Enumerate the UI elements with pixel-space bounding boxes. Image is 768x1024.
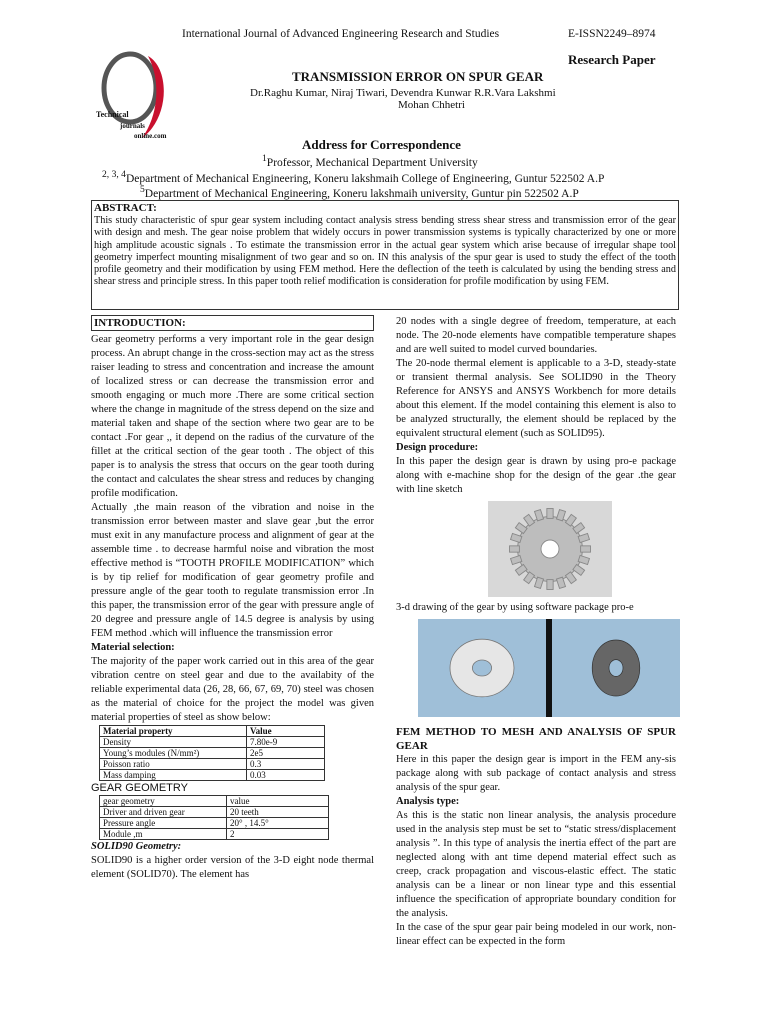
table-header: Material property	[100, 726, 247, 737]
issn: E-ISSN2249–8974	[568, 28, 656, 40]
affiliation-1: $^1$Professor, Mechanical Department University	[262, 153, 478, 169]
solid90-text: SOLID90 is a higher order version of the 3-D eight node thermal element (SOLID70). The element has	[91, 855, 374, 880]
table-row: Pressure angle 20° , 14.5°	[100, 818, 329, 829]
intro-paragraph-1: Gear geometry performs a very important role in the gear design process. An abrupt change in the cross-section may act as the stress raiser leading to stress and concentration and increase the amount of localized stress or can decrease the transmission error and smooth engaging or much more .There are some critical section where the change in magnitude of the stress depend on the size and material taken and shape of the section where two gear are to be contact .For gear ,, it depend on the radius of the curvature of the fillet at the critical section of the gear tooth . The object of this paper is to analysis the stress that occurs on the gear tooth during the contact and calculates the shear stress and reduces by changing profile modification.	[91, 334, 374, 499]
analysis-heading: Analysis type:	[396, 796, 460, 807]
affiliation-2: $^{2, 3, 4}$Department of Mechanical Engineering, Koneru lakshmaih College of Engineering, Guntur 522502 A.P	[102, 169, 605, 185]
gear-3d-image	[418, 619, 680, 717]
table-header: Value	[247, 726, 325, 737]
abstract-text: This study characteristic of spur gear system including contact analysis stress bending stress shear stress and transmission error of the gear with design and mesh. The gear noise problem that widely occurs in power transmission systems is typically characterized by one or more high amplitude acoustic signals . To estimate the transmission error in the actual gear system which arise because of irregular shape tool geometry imperfect mounting misalignment of two gear and so on. IN this analysis of the spur gear is used to study the effect of the tooth profile geometry and their modification by using FEM method. Here the deflection of the teeth is calculated by using the bending stress and shear stress and principle stress. In this paper tooth relief modification is consideration for profile modification by using FEM.	[94, 215, 676, 288]
gear-tooth	[534, 510, 543, 521]
table-row: Density 7.80e-9	[100, 737, 325, 748]
gear-geometry-heading: GEAR GEOMETRY	[91, 782, 188, 794]
material-text: The majority of the paper work carried out in this area of the gear vibration centre on steel gear and due to the availabity of the reliable experimental data (26, 28, 66, 67, 69, 70) steel was chosen as the material of choice for the project the model was given material properties of steel as show below:	[91, 656, 374, 723]
gear-3d-icon	[581, 628, 651, 708]
journal-name: International Journal of Advanced Engineering Research and Studies	[182, 28, 500, 40]
table-row: Poisson ratio 0.3	[100, 759, 325, 770]
authors-line-1: Dr.Raghu Kumar, Niraj Tiwari, Devendra Kunwar R.R.Vara Lakshmi	[250, 87, 556, 99]
fem-heading: FEM METHOD TO MESH AND ANALYSIS OF SPUR GEAR	[396, 726, 676, 752]
right-paragraph-2: The 20-node thermal element is applicable to a 3-D, steady-state or transient thermal analysis. See SOLID90 in the Theory Reference for ANSYS and ANSYS Workbench for more details about this element. If the model containing this element is also to be analyzed structurally, the element should be replaced by the equivalent structural element (such as SOLID95).	[396, 358, 676, 439]
solid90-heading: SOLID90 Geometry:	[91, 841, 182, 852]
right-paragraph-1: 20 nodes with a single degree of freedom, temperature, at each node. The 20-node elements have compatible temperature shapes and are well suited to model curved boundaries.	[396, 316, 676, 355]
logo-text-1: Technical	[96, 110, 129, 119]
gear-tooth	[511, 555, 522, 564]
gear-tooth	[581, 546, 591, 552]
logo-text-2: journals	[120, 122, 145, 130]
intro-paragraph-2: Actually ,the main reason of the vibration and noise in the transmission error between master and slave gear ,but the error must exit in any manufacture process and alignment of gear at the assemble time . to decrease harmful noise and vibration the most effective method is “TOOTH PROFILE MODIFICATION” which is by tip relief for modification of gear geometry profile and pressure angle of the gear tooth to regulate transmission error .In this paper, the transmission error of the gear with pressure angle of 20 degree and pressure angle of 14.5 degree is analysis by using FEM method .which will influence the transmission error	[91, 502, 374, 639]
table-row: Mass damping 0.03	[100, 770, 325, 781]
analysis-paragraph-2: In the case of the spur gear pair being modeled in our work, non- linear effect can be expected in the form	[396, 922, 676, 947]
gear-tooth	[578, 555, 589, 564]
fem-text: Here in this paper the design gear is import in the FEM any-sis package along with sub package of contact analysis and stress analysis of the spur gear.	[396, 754, 676, 793]
figure-caption: 3-d drawing of the gear by using software package pro-e	[396, 602, 634, 613]
gear-3d-left	[418, 619, 546, 717]
abstract-heading: ABSTRACT	[94, 202, 154, 214]
gear-tooth	[534, 577, 543, 588]
gear-tooth	[547, 509, 553, 519]
paper-title: TRANSMISSION ERROR ON SPUR GEAR	[292, 69, 544, 84]
gear-tooth	[556, 577, 565, 588]
analysis-paragraph-1: As this is the static non linear analysis, the analysis procedure used in the analysis step must be set to “static stress/displacement analysis ”. In this type of analysis the inertia effect of the part are neglected along with ant time depend material effect such as creep, crack propagation and viscous-elastic effect. The static analysis can be a linear or non linear type and this essential influence the specification of appropriate boundary condition for the analysis.	[396, 810, 676, 919]
gear-sketch-image	[488, 501, 612, 597]
journal-logo	[90, 48, 230, 148]
right-column	[396, 315, 676, 949]
gear-tooth	[511, 533, 522, 542]
abstract-box: ABSTRACT: This study characteristic of spur gear system including contact analysis stress bending stress shear stress and transmission error of the gear with design and mesh. The gear noise problem that widely occurs in power transmission systems is typically characterized by one or more high amplitude acoustic signals . To estimate the transmission error in the actual gear system which arise because of irregular shape tool geometry imperfect mounting misalignment of two gear and so on. IN this analysis of the spur gear is used to study the effect of the tooth profile geometry and their modification by using FEM method. Here the deflection of the teeth is calculated by using the bending stress and shear stress and principle stress. In this paper tooth relief modification is consideration for profile modification by using FEM.	[91, 200, 679, 310]
gear-icon	[505, 504, 595, 594]
left-column	[91, 315, 374, 882]
affiliation-3: $^5$Department of Mechanical Engineering, Koneru lakshmaih university, Guntur pin 522502 A.P	[140, 184, 579, 200]
design-heading: Design procedure:	[396, 442, 479, 453]
table-row: Young’s modules (N/mm²) 2e5	[100, 748, 325, 759]
intro-heading: INTRODUCTION:	[91, 315, 374, 331]
gear-geometry-table	[99, 795, 329, 840]
design-text: In this paper the design gear is drawn by using pro-e package along with e-machine shop for the design of the gear .the gear with line sketch	[396, 456, 676, 495]
authors-line-2: Mohan Chhetri	[398, 99, 465, 111]
gear-tooth	[578, 533, 589, 542]
address-heading: Address for Correspondence	[302, 137, 461, 152]
gear-tooth	[556, 510, 565, 521]
gear-tooth	[510, 546, 520, 552]
table-header: value	[227, 796, 329, 807]
gear-tooth	[547, 580, 553, 590]
table-row: Module ,m 2	[100, 829, 329, 840]
material-heading: Material selection:	[91, 642, 175, 653]
table-header: gear geometry	[100, 796, 227, 807]
table-row: Driver and driven gear 20 teeth	[100, 807, 329, 818]
logo-text-3: online.com	[134, 132, 167, 140]
gear-3d-right	[552, 619, 680, 717]
gear-3d-icon	[442, 628, 522, 708]
paper-type: Research Paper	[568, 52, 656, 67]
material-table	[99, 725, 325, 781]
